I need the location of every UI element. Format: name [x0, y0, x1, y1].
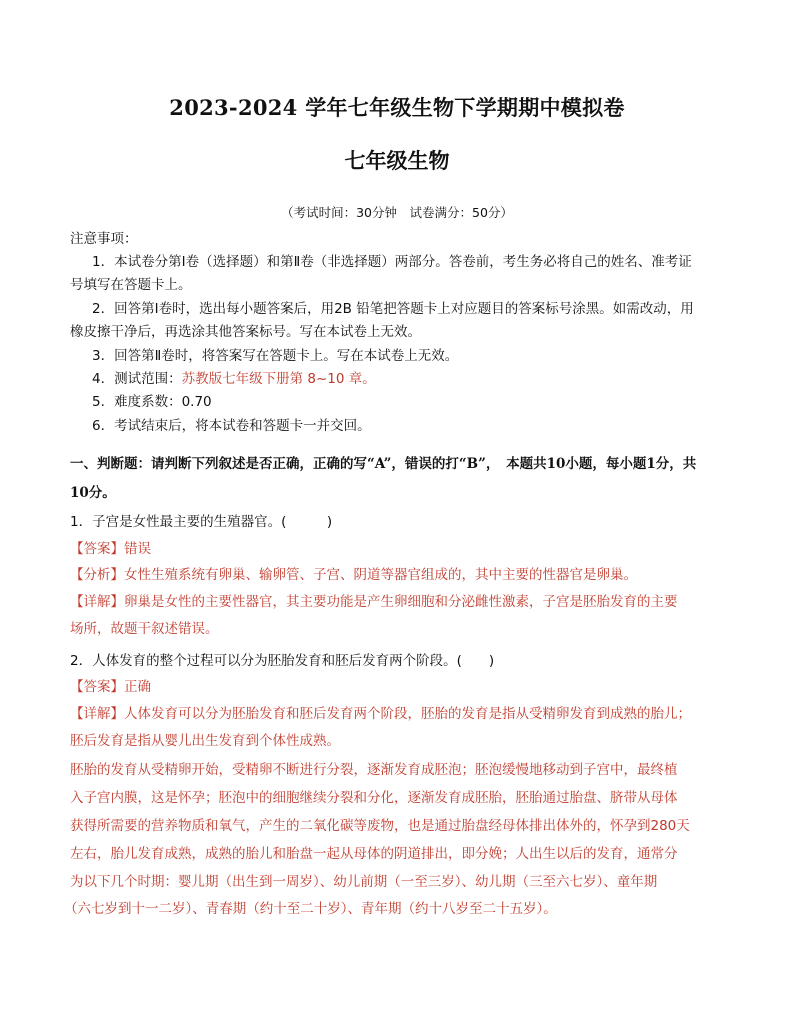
answer-text: 正确: [124, 679, 151, 695]
answer-label: 【答案】: [70, 541, 124, 557]
question-2-detail-line-1: [70, 702, 691, 722]
question-2-para-line-5: 为以下几个时期：婴儿期（出生到一周岁）、幼儿前期（一至三岁）、幼儿期（三至六七岁）、童年期: [70, 874, 658, 890]
note-1-line-1: 1．本试卷分第Ⅰ卷（选择题）和第Ⅱ卷（非选择题）两部分。答卷前，考生务必将自己的姓名、准考证: [92, 254, 692, 270]
page-subtitle: 七年级生物: [344, 148, 450, 173]
note-1-line-2: 号填写在答题卡上。: [70, 277, 192, 293]
question-1-analysis: [70, 563, 637, 583]
note-2-line-2: 橡皮擦干净后，再选涂其他答案标号。写在本试卷上无效。: [70, 324, 421, 340]
note-2-line-1: 2．回答第Ⅰ卷时，选出每小题答案后，用2B 铅笔把答题卡上对应题目的答案标号涂黑。如需改动，用: [92, 301, 694, 317]
notes-heading: 注意事项：: [70, 231, 138, 247]
exam-info: （考试时间：30分钟 试卷满分：50分）: [281, 205, 513, 220]
note-5: 5．难度系数：0.70: [92, 394, 212, 410]
question-2-para-line-4: 左右，胎儿发育成熟，成熟的胎儿和胎盘一起从母体的阴道排出，即分娩；人出生以后的发育，通常分: [70, 846, 678, 862]
question-1-detail-line-2: 场所，故题干叙述错误。: [70, 621, 219, 637]
question-2-para-line-6: （六七岁到十一二岁）、青春期（约十至二十岁）、青年期（约十八岁至二十五岁）。: [64, 901, 557, 917]
note-4-range: 苏教版七年级下册第 8~10 章。: [181, 371, 376, 387]
question-2-para-line-2: 入子宫内膜，这是怀孕；胚泡中的细胞继续分裂和分化，逐渐发育成胚胎，胚胎通过胎盘、脐带从母体: [70, 790, 678, 806]
detail-text: 人体发育可以分为胚胎发育和胚后发育两个阶段，胚胎的发育是指从受精卵发育到成熟的胎儿；: [124, 706, 691, 722]
note-6: 6．考试结束后，将本试卷和答题卡一并交回。: [92, 418, 371, 434]
analysis-text: 女性生殖系统有卵巢、输卵管、子宫、阴道等器官组成的，其中主要的性器官是卵巢。: [124, 567, 637, 583]
note-4-prefix: 4．测试范围：: [92, 371, 182, 387]
question-2-detail-line-2: 胚后发育是指从婴儿出生发育到个体性成熟。: [70, 733, 340, 749]
answer-text: 错误: [124, 541, 151, 557]
detail-text: 卵巢是女性的主要性器官，其主要功能是产生卵细胞和分泌雌性激素，子宫是胚胎发育的主要: [124, 594, 678, 610]
answer-label: 【答案】: [70, 679, 124, 695]
analysis-label: 【分析】: [70, 567, 124, 583]
note-3: 3．回答第Ⅱ卷时，将答案写在答题卡上。写在本试卷上无效。: [92, 348, 459, 364]
question-1-stem: 1．子宫是女性最主要的生殖器官。( ): [70, 514, 333, 530]
section-1-heading-line-2: 10分。: [70, 485, 116, 501]
question-2-answer: [70, 675, 151, 695]
question-2-stem: 2．人体发育的整个过程可以分为胚胎发育和胚后发育两个阶段。( ): [70, 653, 495, 669]
detail-label: 【详解】: [70, 594, 124, 610]
note-4: [92, 367, 376, 387]
detail-label: 【详解】: [70, 706, 124, 722]
question-1-answer: [70, 537, 151, 557]
question-2-para-line-3: 获得所需要的营养物质和氧气，产生的二氧化碳等废物，也是通过胎盘经母体排出体外的，怀孕到280天: [70, 818, 690, 834]
section-1-heading-line-1: 一、判断题：请判断下列叙述是否正确，正确的写“A”，错误的打“B”， 本题共10小题，每小题1分，共: [70, 456, 697, 472]
question-2-para-line-1: 胚胎的发育从受精卵开始，受精卵不断进行分裂，逐渐发育成胚泡；胚泡缓慢地移动到子宫中，最终植: [70, 762, 678, 778]
question-1-detail-line-1: [70, 590, 678, 610]
page-title: 2023-2024 学年七年级生物下学期期中模拟卷: [169, 95, 625, 120]
